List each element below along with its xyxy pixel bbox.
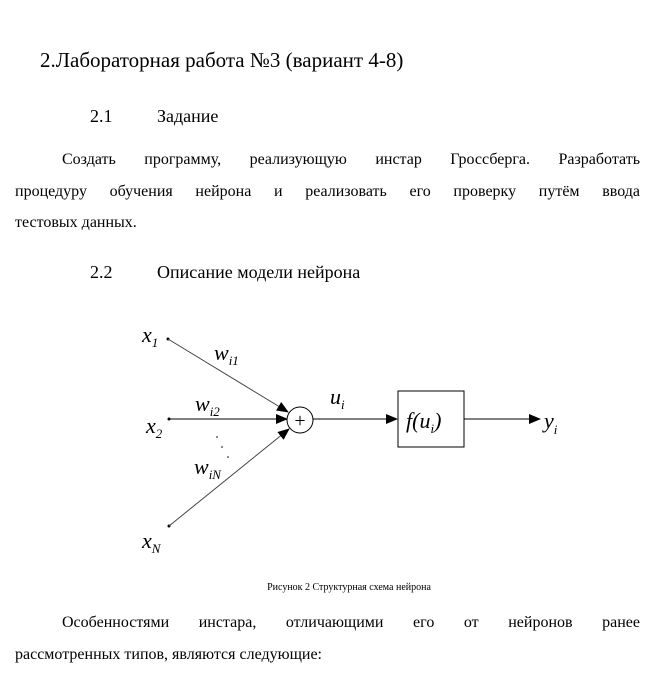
weight-label-n: $w_{iN}$ (194, 454, 221, 482)
section-heading-lab3: 2.Лабораторная работа №3 (вариант 4-8) (40, 48, 404, 72)
input-label-1: $x_1$ (142, 322, 159, 350)
section-title-task: Задание (157, 106, 219, 126)
input-label-n: $x_N$ (142, 528, 161, 556)
paragraph-line: тестовых данных. (15, 214, 137, 231)
ellipsis-dot (221, 446, 223, 448)
weight-label-2: $w_{i2}$ (195, 391, 220, 419)
ellipsis-dot (227, 456, 229, 458)
section-number-2-2: 2.2 (90, 262, 113, 282)
activation-label: $f(u_i)$ (406, 408, 442, 436)
paragraph-line: Создать программу, реализующую инстар Гроссберга. Разработать (62, 151, 640, 168)
input-label-2: $x_2$ (146, 413, 163, 441)
paragraph-line: Особенностями инстара, отличающими его от нейронов ранее (62, 614, 640, 631)
paragraph-line: рассмотренных типов, являются следующие: (15, 645, 322, 663)
figure-caption: Рисунок 2 Структурная схема нейрона (267, 582, 431, 593)
section-title-neuron-model: Описание модели нейрона (157, 262, 361, 282)
sum-output-label: $u_i$ (330, 384, 345, 412)
weight-label-1: $w_{i1}$ (214, 340, 239, 368)
ellipsis-dot (216, 436, 218, 438)
instar-features-paragraph (15, 607, 640, 670)
output-label: $y_i$ (544, 408, 558, 437)
section-number-2-1: 2.1 (90, 106, 113, 126)
paragraph-line: процедуру обучения нейрона и реализовать его проверку путём ввода (15, 182, 640, 200)
sum-symbol: + (294, 410, 306, 432)
weight-arrow-n (169, 429, 289, 526)
